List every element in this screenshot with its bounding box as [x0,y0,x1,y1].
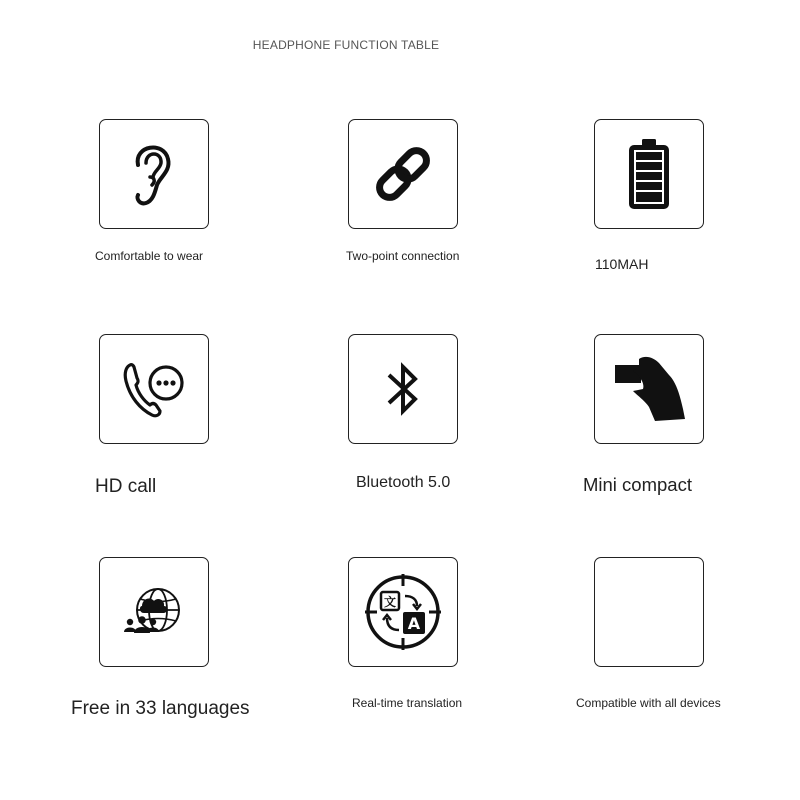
feature-card-bluetooth [348,334,458,444]
feature-card-compatible [594,557,704,667]
feature-label-connection: Two-point connection [346,249,460,263]
feature-label-languages: Free in 33 languages [71,698,250,719]
ear-icon [124,139,184,209]
feature-label-battery: 110MAH [595,256,649,272]
feature-card-mini [594,334,704,444]
feature-label-hd-call: HD call [95,476,157,497]
feature-label-mini: Mini compact [583,474,692,495]
battery-icon [624,137,674,211]
link-icon [368,139,438,209]
phone-call-icon [122,359,186,419]
feature-label-bluetooth: Bluetooth 5.0 [356,474,451,491]
feature-label-comfort: Comfortable to wear [95,249,204,263]
feature-card-comfort [99,119,209,229]
svg-text:文: 文 [383,595,397,609]
feature-card-hd-call [99,334,209,444]
feature-card-translation [348,557,458,667]
feature-label-compatible: Compatible with all devices [576,696,721,710]
svg-text:A: A [407,614,421,633]
bluetooth-icon [383,359,423,419]
translate-icon [363,572,443,652]
globe-people-icon [122,584,186,640]
feature-card-connection [348,119,458,229]
hand-icon [609,351,689,427]
feature-card-battery [594,119,704,229]
page-title: HEADPHONE FUNCTION TABLE [252,38,440,52]
feature-card-languages [99,557,209,667]
feature-label-translation: Real-time translation [352,696,463,710]
